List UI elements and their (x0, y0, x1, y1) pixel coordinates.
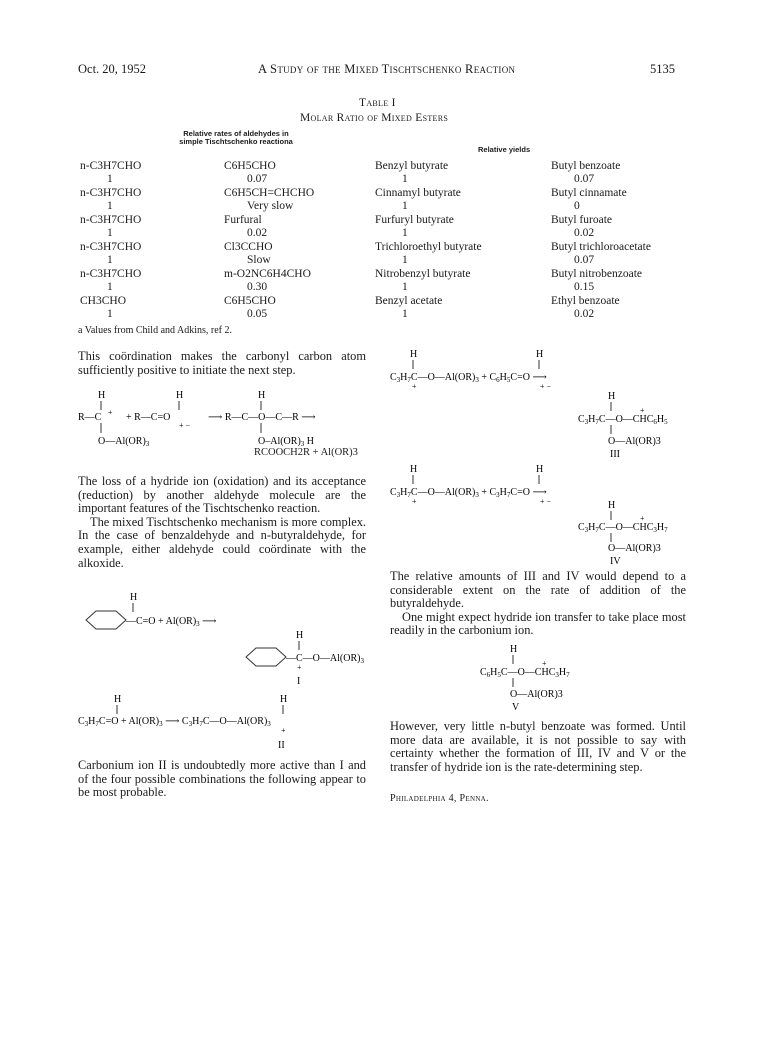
svg-text:H: H (296, 630, 304, 641)
svg-text:C3H7C—O—Al(OR)3 + C6H5C=O ⟶: $C_3H_7C—O—Al(OR)_3 + C_6H_5C=O$ ⟶ (390, 372, 547, 384)
table-cell-r2: 0.02 (247, 227, 268, 239)
table-cell-r1: 1 (107, 173, 113, 185)
table-cell-y2: 0.02 (574, 308, 595, 320)
svg-text:O–Al(OR)3 H: $O-Al(OR)_3$ H (258, 436, 315, 448)
svg-text:H: H (98, 390, 106, 401)
svg-text:H: H (608, 391, 616, 402)
table-cell-e2: Butyl cinnamate (551, 187, 627, 199)
equation-1-product: RCOOCH2R + Al(OR)3 (254, 447, 358, 458)
table-cell-r2: 0.07 (247, 173, 268, 185)
table-label: Table I (359, 97, 396, 109)
svg-text:+: + (542, 659, 547, 668)
page-number: 5135 (650, 62, 675, 76)
table-cell-e2: Ethyl benzoate (551, 295, 620, 307)
label-IV: IV (610, 556, 621, 567)
running-title: A Study of the Mixed Tischtschenko Reaction (258, 62, 516, 76)
svg-text:H: H (114, 694, 122, 705)
table-cell-y1: 1 (402, 200, 408, 212)
equation-benzaldehyde (78, 590, 378, 690)
svg-text:R—C: R—C (78, 412, 102, 423)
svg-text:H: H (536, 349, 544, 360)
table-cell-e2: Butyl furoate (551, 214, 612, 226)
svg-text:C3H7C—O—Al(OR)3 + C3H7C=O ⟶: $C_3H_7C—O—Al(OR)_3 + C_3H_7C=O$ ⟶ (390, 487, 547, 499)
svg-text:+ R—C=O: + R—C=O (126, 412, 171, 423)
table-cell-y1: 1 (402, 227, 408, 239)
alkoxide-IV: O—Al(OR)3 (608, 543, 661, 554)
table-cell-a1: n-C3H7CHO (80, 268, 142, 280)
table-cell-e2: Butyl trichloroacetate (551, 241, 651, 253)
svg-text:H: H (536, 464, 544, 475)
alkoxide-III: O—Al(OR)3 (608, 436, 661, 447)
svg-text:+: + (412, 497, 417, 506)
svg-text:H: H (258, 390, 266, 401)
affiliation: Philadelphia 4, Penna. (390, 793, 489, 804)
table-cell-r1: 1 (107, 308, 113, 320)
table-cell-a2: Furfural (224, 214, 262, 226)
table-cell-a2: C6H5CH=CHCHO (224, 187, 315, 199)
svg-text:+: + (297, 663, 302, 672)
table-cell-y1: 1 (402, 254, 408, 266)
table-cell-a1: n-C3H7CHO (80, 187, 142, 199)
label-III: III (610, 449, 620, 460)
table-caption: Molar Ratio of Mixed Esters (300, 112, 449, 124)
svg-text:+: + (281, 726, 286, 735)
table-cell-a2: C6H5CHO (224, 295, 276, 307)
table-cell-e2: Butyl nitrobenzoate (551, 268, 643, 280)
right-para-3: However, very little n-butyl benzoate was formed. Until more data are available, it is not possible to say with certainty whether the formation of III, IV and V or the transfer of hydride ion is the rate-determining step. (390, 719, 686, 774)
svg-text:—C=O + Al(OR)3 ⟶: —C=O + $Al(OR)_3$ ⟶ (126, 616, 217, 628)
table-cell-a1: n-C3H7CHO (80, 160, 142, 172)
equation-butyraldehyde (78, 692, 378, 754)
table-cell-e2: Butyl benzoate (551, 160, 621, 172)
table-cell-r2: Slow (247, 254, 271, 266)
svg-text:+ −: + − (540, 497, 552, 506)
svg-text:C6H5C—O—CHC3H7: $C_6H_5C—O—CHC_3H_7$ (480, 667, 570, 679)
table-cell-a2: Cl3CCHO (224, 241, 273, 253)
table-cell-r1: 1 (107, 200, 113, 212)
table-footnote: a Values from Child and Adkins, ref 2. (78, 325, 232, 336)
svg-text:—C—O—Al(OR)3: $—C—O—Al(OR)_3$ (286, 653, 364, 665)
svg-text:H: H (280, 694, 288, 705)
alkoxide-V: O—Al(OR)3 (510, 689, 563, 700)
table-cell-r2: Very slow (247, 200, 294, 212)
svg-text:H: H (410, 464, 418, 475)
table-cell-y2: 0.02 (574, 227, 595, 239)
table-cell-y2: 0.07 (574, 173, 595, 185)
header-date: Oct. 20, 1952 (78, 62, 147, 76)
table-cell-r2: 0.05 (247, 308, 268, 320)
table-cell-e1: Nitrobenzyl butyrate (375, 268, 471, 280)
svg-text:+: + (640, 406, 645, 415)
left-para-2: The loss of a hydride ion (oxidation) and its acceptance (reduction) by another aldehyde molecule are the important features of the Tischtschenko reaction. The mixed Tischtschenko mechanism is more complex. In the case of benzaldehyde and n-butyraldehyde, for example, either aldehyde could coördinate with the alkoxide. (78, 474, 366, 570)
table-cell-e1: Benzyl acetate (375, 295, 443, 307)
table-cell-e1: Furfuryl butyrate (375, 214, 454, 226)
table-cell-a2: m-O2NC6H4CHO (224, 268, 311, 280)
svg-text:⟶ R—C—O—C—R ⟶: ⟶ R—C—O—C—R ⟶ (208, 412, 316, 423)
table-cell-r2: 0.30 (247, 281, 268, 293)
svg-text:+ −: + − (179, 421, 191, 430)
yields-header: Relative yields (478, 145, 531, 154)
equation-IV (390, 462, 690, 568)
svg-text:+: + (108, 408, 113, 417)
svg-text:H: H (608, 500, 616, 511)
svg-text:H: H (130, 592, 138, 603)
table-cell-e1: Trichloroethyl butyrate (375, 241, 482, 253)
table-cell-y2: 0.15 (574, 281, 595, 293)
table-cell-y2: 0.07 (574, 254, 595, 266)
right-para-1: The relative amounts of III and IV would depend to a considerable extent on the rate of addition of the butyraldehyde. One might expect hydride ion transfer to take place most readily in the carbonium ion. (390, 569, 686, 638)
table-cell-y1: 1 (402, 281, 408, 293)
table-cell-a2: C6H5CHO (224, 160, 276, 172)
label-II: II (278, 740, 285, 751)
table-cell-a1: n-C3H7CHO (80, 214, 142, 226)
label-I: I (297, 676, 301, 687)
svg-text:+ −: + − (540, 382, 552, 391)
table-cell-e1: Cinnamyl butyrate (375, 187, 461, 199)
structure-V (470, 642, 630, 714)
left-para-4: Carbonium ion II is undoubtedly more active than I and of the four possible combinations the following appear to be most probable. (78, 758, 366, 800)
table-cell-y1: 1 (402, 173, 408, 185)
table-cell-r1: 1 (107, 281, 113, 293)
rates-header: Relative rates of aldehydes in simple Tischtschenko reactiona (179, 129, 293, 146)
svg-text:O—Al(OR)3: $O—Al(OR)_3$ (98, 436, 150, 448)
table-cell-a1: CH3CHO (80, 295, 127, 307)
table-cell-r1: 1 (107, 254, 113, 266)
svg-text:+: + (640, 514, 645, 523)
table-cell-a1: n-C3H7CHO (80, 241, 142, 253)
table-cell-e1: Benzyl butyrate (375, 160, 449, 172)
table-cell-y2: 0 (574, 200, 580, 212)
svg-text:H: H (410, 349, 418, 360)
svg-text:H: H (510, 644, 518, 655)
svg-text:C3H7C=O + Al(OR)3 ⟶ C3H7C—O—Al: $C_3H_7C=O + Al(OR)_3$ ⟶ $C_3H_7C—O—Al(OR)_3$ (78, 716, 271, 728)
svg-text:C3H7C—O—CHC3H7: $C_3H_7C—O—CHC_3H_7$ (578, 522, 668, 534)
table-cell-y1: 1 (402, 308, 408, 320)
label-V: V (512, 702, 520, 713)
svg-text:C3H7C—O—CHC6H5: $C_3H_7C—O—CHC_6H_5$ (578, 414, 668, 426)
svg-text:+: + (412, 382, 417, 391)
svg-text:H: H (176, 390, 184, 401)
table-cell-r1: 1 (107, 227, 113, 239)
left-para-1: This coördination makes the carbonyl carbon atom sufficiently positive to initiate the next step. (78, 349, 366, 377)
equation-III (390, 347, 690, 462)
